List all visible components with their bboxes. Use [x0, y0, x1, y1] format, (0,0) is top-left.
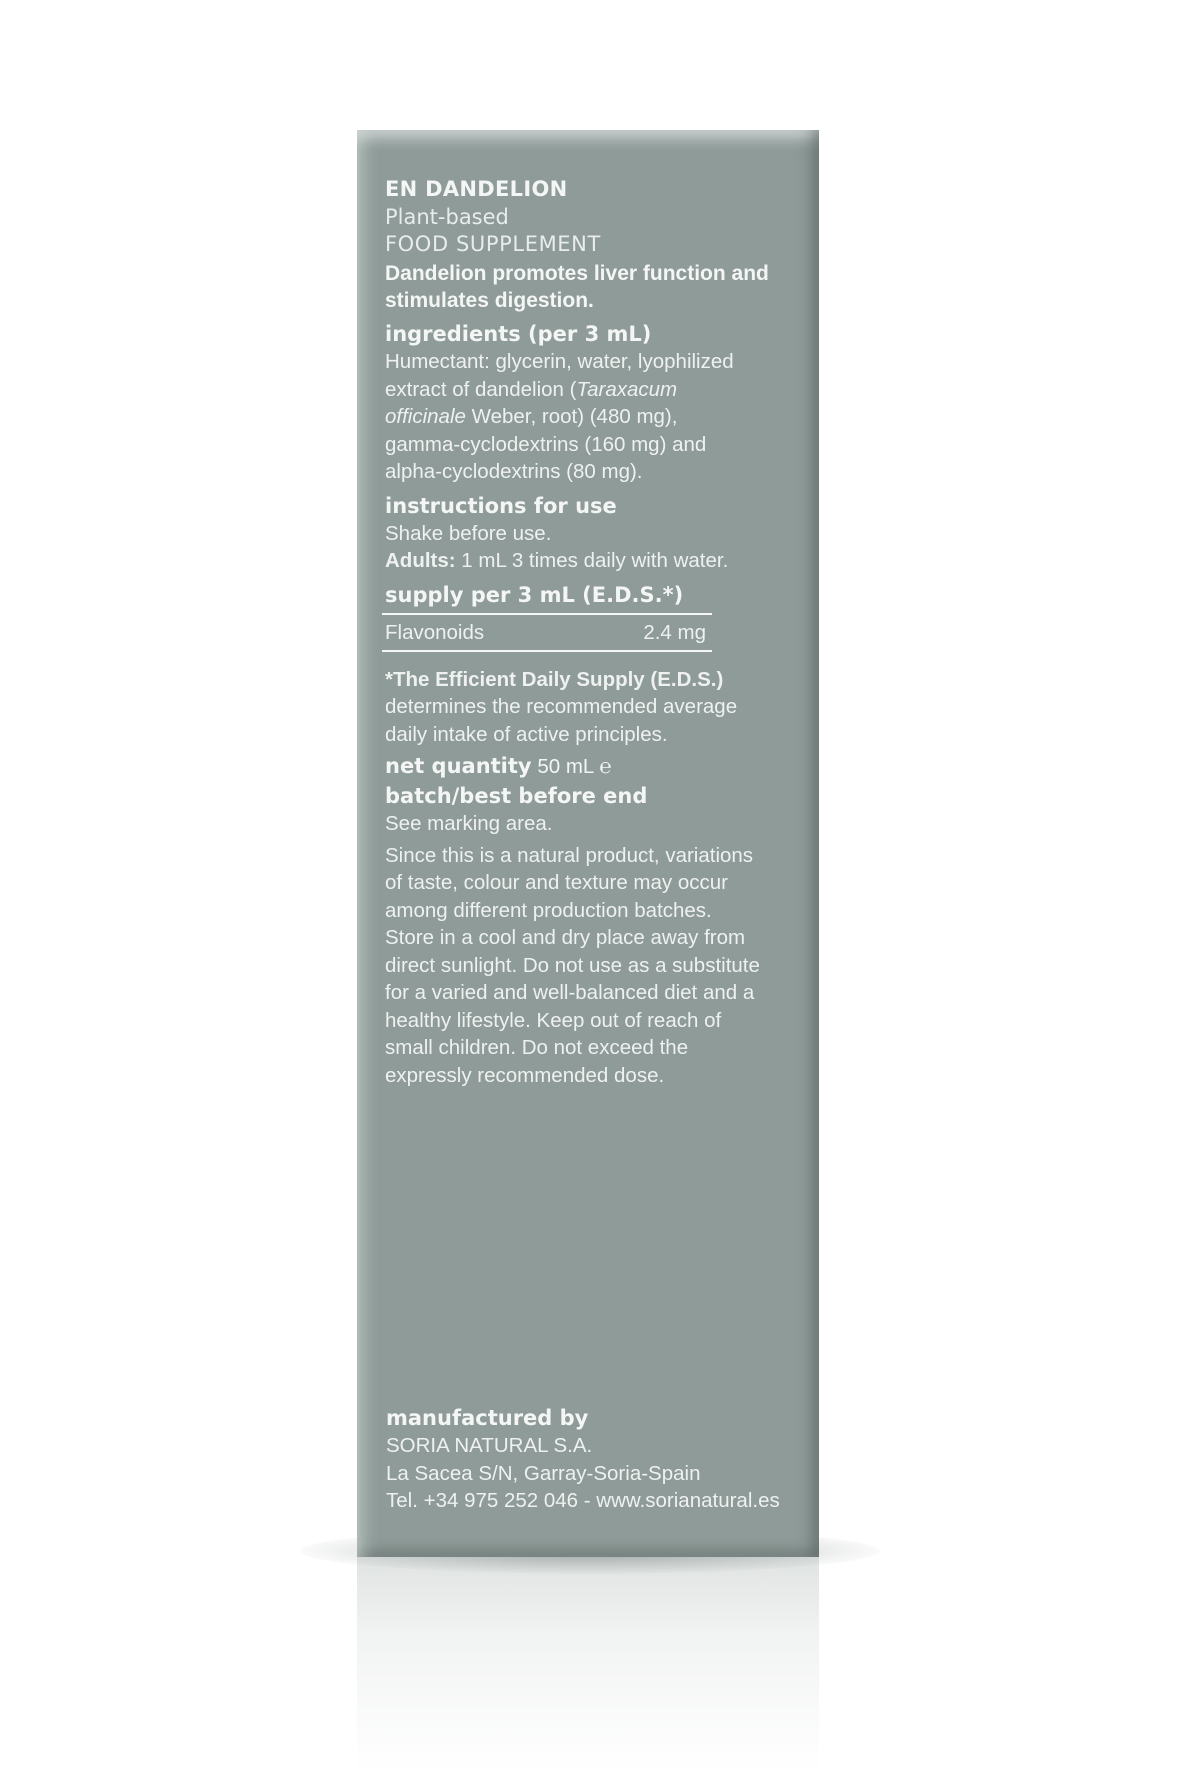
health-claim — [385, 260, 805, 314]
ingredients-heading: ingredients (per 3 mL) — [385, 322, 652, 346]
manufacturer-contact: Tel. +34 975 252 046 - www.sorianatural.es — [386, 1489, 780, 1512]
product-type-line-2: FOOD SUPPLEMENT — [385, 232, 601, 256]
warnings-line: direct sunlight. Do not use as a substitute — [385, 953, 760, 977]
box-reflection — [357, 1557, 819, 1772]
adults-label: Adults: — [385, 549, 456, 572]
supply-nutrient-amount: 2.4 mg — [643, 620, 706, 644]
supply-table-row — [382, 613, 712, 652]
latin-species: officinale — [385, 405, 466, 428]
manufacturer-block — [386, 1404, 806, 1515]
product-name: EN DANDELION — [385, 177, 568, 201]
warnings-line: healthy lifestyle. Keep out of reach of — [385, 1008, 722, 1032]
product-type-line-1: Plant-based — [385, 205, 509, 229]
manufacturer-heading: manufactured by — [386, 1406, 589, 1430]
ingredients-list — [385, 348, 805, 486]
instructions-heading: instructions for use — [385, 493, 617, 518]
eds-footnote — [385, 666, 805, 749]
instructions-line: Shake before use. — [385, 521, 552, 545]
warnings-line: Since this is a natural product, variations — [385, 843, 754, 867]
eds-footnote-line: *The Efficient Daily Supply (E.D.S.) — [385, 667, 724, 691]
batch-heading: batch/best before end — [385, 784, 648, 808]
ingredients-line: gamma-cyclodextrins (160 mg) and — [385, 432, 707, 456]
ingredients-line: Humectant: glycerin, water, lyophilized — [385, 350, 734, 373]
net-quantity — [385, 752, 805, 782]
adults-dosage: 1 mL 3 times daily with water. — [455, 549, 729, 572]
label-text-block — [385, 174, 805, 1089]
warnings-line: small children. Do not exceed the — [385, 1036, 689, 1059]
ingredients-line — [385, 376, 805, 404]
latin-genus: Taraxacum — [576, 377, 678, 401]
net-quantity-value: 50 mL ℮ — [531, 755, 612, 778]
health-claim-line-1: Dandelion promotes liver function and — [385, 262, 769, 285]
warnings-line: among different production batches. — [385, 898, 712, 922]
manufacturer-company: SORIA NATURAL S.A. — [386, 1434, 593, 1457]
ingredients-line — [385, 403, 805, 431]
instructions-line — [385, 547, 805, 575]
ingredients-text: Weber, root) (480 mg), — [465, 405, 678, 428]
eds-footnote-line: determines the recommended average — [385, 695, 738, 718]
ingredients-line: alpha-cyclodextrins (80 mg). — [385, 460, 643, 483]
supply-nutrient-name: Flavonoids — [385, 620, 485, 644]
net-quantity-label: net quantity — [385, 754, 532, 778]
health-claim-line-2: stimulates digestion. — [385, 289, 594, 312]
warnings-line: Store in a cool and dry place away from — [385, 926, 746, 949]
batch-text: See marking area. — [385, 812, 553, 835]
instructions-text — [385, 520, 805, 575]
eds-footnote-line: daily intake of active principles. — [385, 722, 668, 746]
warnings-text — [385, 842, 805, 1090]
warnings-line: of taste, colour and texture may occur — [385, 871, 728, 894]
supply-heading: supply per 3 mL (E.D.S.*) — [385, 582, 684, 607]
ingredients-text: extract of dandelion ( — [385, 377, 577, 401]
warnings-line: for a varied and well-balanced diet and a — [385, 981, 755, 1004]
warnings-line: expressly recommended dose. — [385, 1063, 665, 1087]
manufacturer-address: La Sacea S/N, Garray-Soria-Spain — [386, 1461, 701, 1485]
